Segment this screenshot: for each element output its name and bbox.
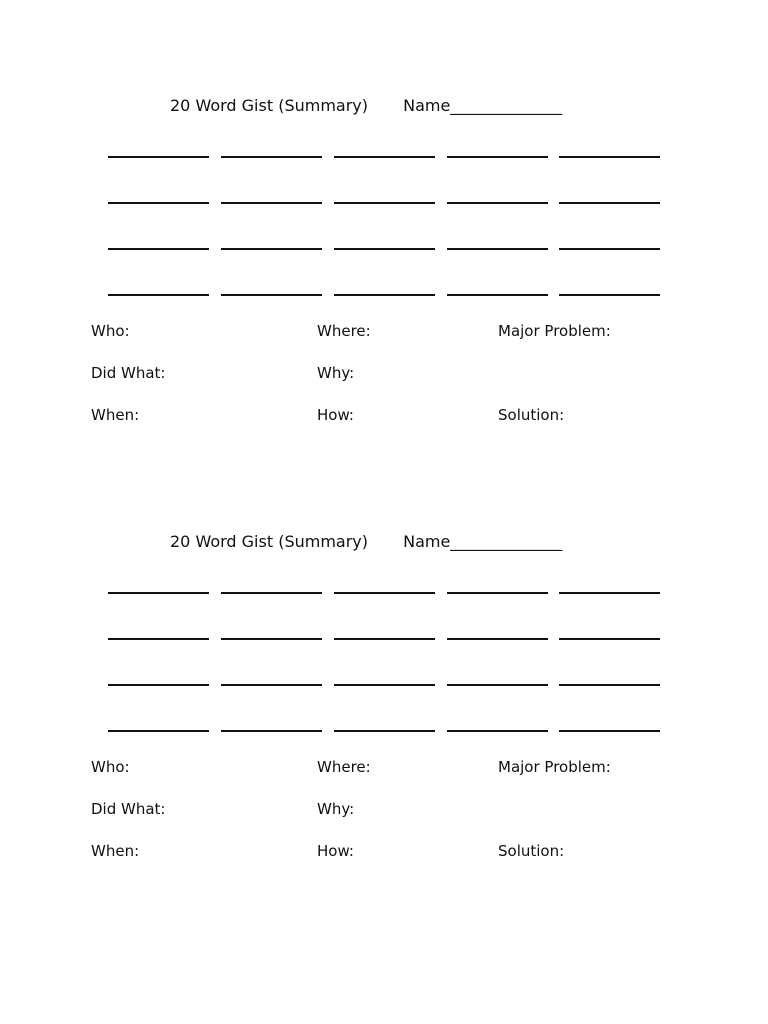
word-blank[interactable] xyxy=(559,248,660,250)
word-blank[interactable] xyxy=(559,592,660,594)
where-prompt: Where: xyxy=(317,758,371,776)
blank-row-3 xyxy=(108,684,660,730)
word-blank[interactable] xyxy=(221,202,322,204)
did-what-prompt: Did What: xyxy=(91,800,166,818)
who-prompt: Who: xyxy=(91,322,130,340)
word-blank[interactable] xyxy=(334,248,435,250)
word-blank[interactable] xyxy=(559,730,660,732)
word-blank[interactable] xyxy=(108,638,209,640)
word-blank[interactable] xyxy=(559,156,660,158)
when-prompt: When: xyxy=(91,842,140,860)
did-what-prompt: Did What: xyxy=(91,364,166,382)
word-blank[interactable] xyxy=(334,684,435,686)
worksheet-title: 20 Word Gist (Summary) xyxy=(170,96,368,115)
worksheet-header xyxy=(170,532,562,551)
worksheet-2 xyxy=(0,436,768,860)
word-blank[interactable] xyxy=(108,684,209,686)
major-problem-prompt: Major Problem: xyxy=(498,322,611,340)
solution-prompt: Solution: xyxy=(498,842,565,860)
word-blank[interactable] xyxy=(108,156,209,158)
word-blank[interactable] xyxy=(221,730,322,732)
why-prompt: Why: xyxy=(317,364,355,382)
word-blank[interactable] xyxy=(447,730,548,732)
word-blank[interactable] xyxy=(221,684,322,686)
word-blank[interactable] xyxy=(447,294,548,296)
word-blank[interactable] xyxy=(447,248,548,250)
word-blank[interactable] xyxy=(334,202,435,204)
word-blank[interactable] xyxy=(447,156,548,158)
summary-blank-grid xyxy=(108,156,660,340)
how-prompt: How: xyxy=(317,406,354,424)
summary-blank-grid xyxy=(108,592,660,776)
word-blank[interactable] xyxy=(559,294,660,296)
word-blank[interactable] xyxy=(334,638,435,640)
blank-row-2 xyxy=(108,202,660,248)
word-blank[interactable] xyxy=(447,684,548,686)
word-blank[interactable] xyxy=(221,638,322,640)
blank-row-1 xyxy=(108,156,660,202)
word-blank[interactable] xyxy=(221,592,322,594)
how-prompt: How: xyxy=(317,842,354,860)
name-field-label[interactable]: Name______________ xyxy=(403,96,563,115)
who-prompt: Who: xyxy=(91,758,130,776)
word-blank[interactable] xyxy=(334,592,435,594)
word-blank[interactable] xyxy=(108,202,209,204)
word-blank[interactable] xyxy=(221,156,322,158)
blank-row-1 xyxy=(108,592,660,638)
name-field-label[interactable]: Name______________ xyxy=(403,532,563,551)
blank-row-3 xyxy=(108,248,660,294)
solution-prompt: Solution: xyxy=(498,406,565,424)
word-blank[interactable] xyxy=(447,202,548,204)
major-problem-prompt: Major Problem: xyxy=(498,758,611,776)
word-blank[interactable] xyxy=(108,592,209,594)
when-prompt: When: xyxy=(91,406,140,424)
worksheet-header xyxy=(170,96,562,115)
why-prompt: Why: xyxy=(317,800,355,818)
blank-row-2 xyxy=(108,638,660,684)
word-blank[interactable] xyxy=(447,638,548,640)
word-blank[interactable] xyxy=(559,638,660,640)
worksheet-title: 20 Word Gist (Summary) xyxy=(170,532,368,551)
worksheet-1 xyxy=(0,0,768,424)
word-blank[interactable] xyxy=(108,294,209,296)
word-blank[interactable] xyxy=(221,294,322,296)
word-blank[interactable] xyxy=(334,730,435,732)
word-blank[interactable] xyxy=(559,202,660,204)
word-blank[interactable] xyxy=(334,294,435,296)
word-blank[interactable] xyxy=(334,156,435,158)
word-blank[interactable] xyxy=(221,248,322,250)
word-blank[interactable] xyxy=(108,248,209,250)
word-blank[interactable] xyxy=(447,592,548,594)
where-prompt: Where: xyxy=(317,322,371,340)
word-blank[interactable] xyxy=(108,730,209,732)
word-blank[interactable] xyxy=(559,684,660,686)
